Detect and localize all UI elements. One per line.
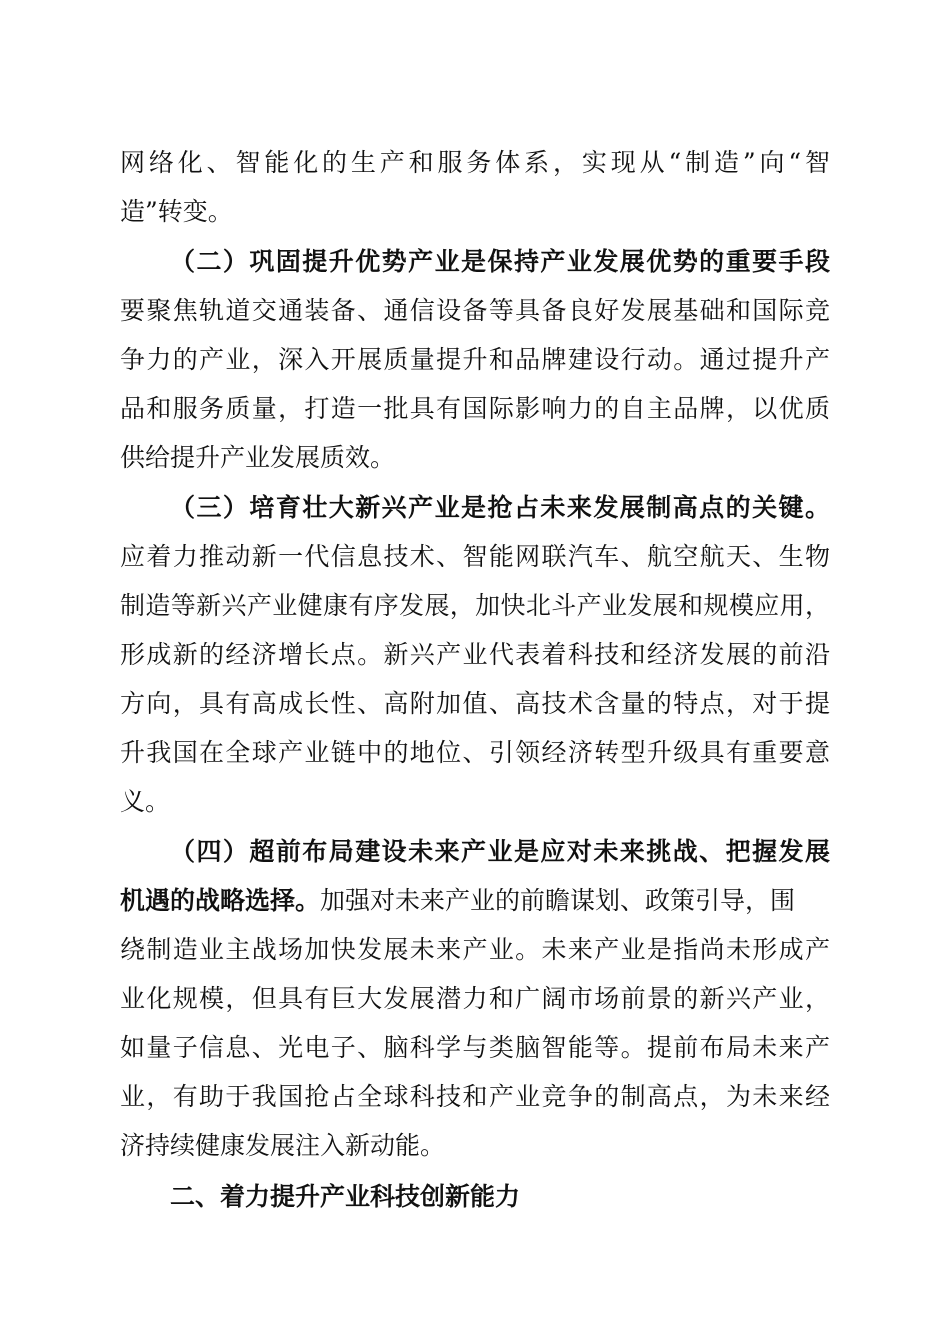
section-heading-2: （二）巩固提升优势产业是保持产业发展优势的重要手段: [170, 247, 830, 276]
text-line-13: 升我国在全球产业链中的地位、引领经济转型升级具有重要意: [120, 738, 830, 767]
text-line-10: 制造等新兴产业健康有序发展，加快北斗产业发展和规模应用，: [120, 591, 830, 620]
text-line-21: 济持续健康发展注入新动能。: [120, 1131, 446, 1160]
text-line-12: 方向，具有高成长性、高附加值、高技术含量的特点，对于提: [120, 689, 830, 718]
text-line-11: 形成新的经济增长点。新兴产业代表着科技和经济发展的前沿: [120, 640, 830, 669]
chapter-heading: 二、着力提升产业科技创新能力: [170, 1182, 521, 1211]
text-line-9: 应着力推动新一代信息技术、智能网联汽车、航空航天、生物: [120, 542, 830, 571]
text-line-4: 要聚焦轨道交通装备、通信设备等具备良好发展基础和国际竞: [120, 296, 830, 325]
text-line-14: 义。: [120, 787, 171, 816]
section-heading-4-end: 机遇的战略选择。: [120, 886, 321, 915]
section-heading-4: （四）超前布局建设未来产业是应对未来挑战、把握发展: [170, 837, 830, 866]
text-line-1: 网络化、智能化的生产和服务体系，实现从“制造”向“智: [120, 148, 830, 177]
text-line-2: 造”转变。: [120, 197, 233, 226]
text-line-7: 供给提升产业发展质效。: [120, 443, 396, 472]
text-line-19: 如量子信息、光电子、脑科学与类脑智能等。提前布局未来产: [120, 1033, 830, 1062]
text-line-17: 绕制造业主战场加快发展未来产业。未来产业是指尚未形成产: [120, 935, 830, 964]
text-line-5: 争力的产业，深入开展质量提升和品牌建设行动。通过提升产: [120, 345, 830, 374]
text-line-18: 业化规模，但具有巨大发展潜力和广阔市场前景的新兴产业，: [120, 984, 830, 1013]
text-line-16: [120, 882, 830, 920]
section-heading-3: （三）培育壮大新兴产业是抢占未来发展制高点的关键。: [170, 493, 830, 522]
text-line-20: 业，有助于我国抢占全球科技和产业竞争的制高点，为未来经: [120, 1082, 830, 1111]
text-line-16-rest: 加强对未来产业的前瞻谋划、政策引导，围: [320, 886, 796, 915]
text-line-6: 品和服务质量，打造一批具有国际影响力的自主品牌，以优质: [120, 394, 830, 423]
